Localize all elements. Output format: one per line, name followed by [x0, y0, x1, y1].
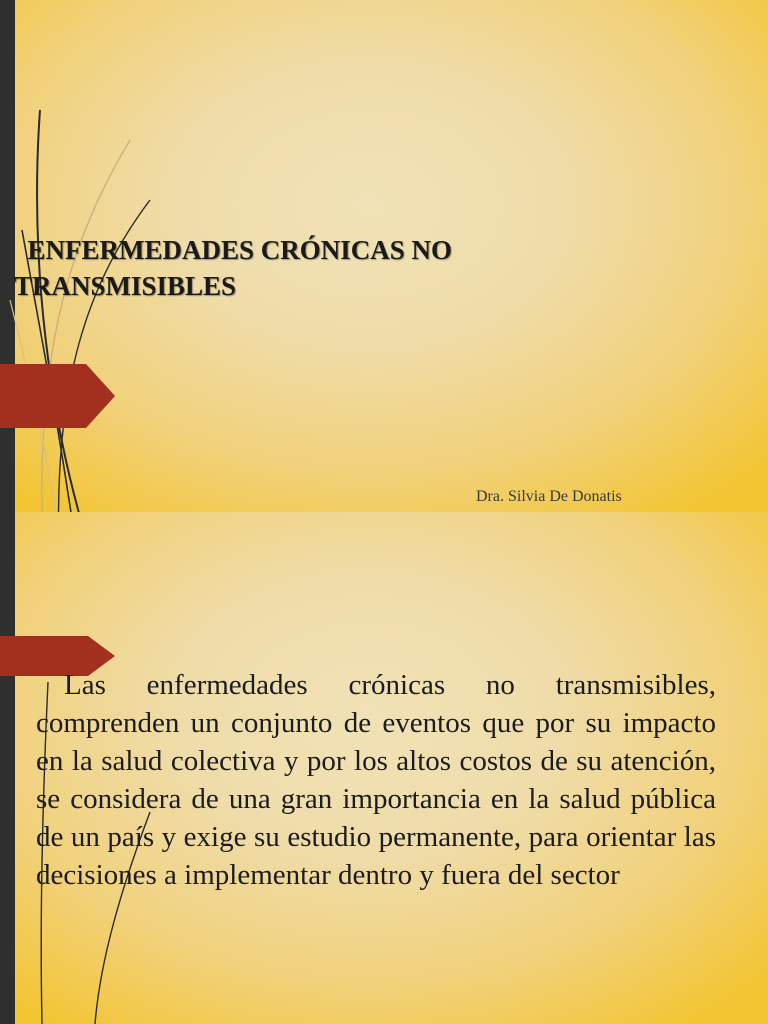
title-line-1: ENFERMEDADES CRÓNICAS NO: [14, 235, 453, 265]
author-name: Dra. Silvia De Donatis: [476, 488, 622, 505]
slide-title-text: [14, 232, 574, 304]
slide-content: [0, 512, 768, 1024]
body-paragraph: Las enfermedades crónicas no transmisibles, comprenden un conjunto de eventos que por su impacto en la salud colectiva y por los altos costos de su atención, se considera de una gran importancia en la salud pública de un país y exige su estudio permanente, para orientar las decisiones a implementar dentro y fuera del sector: [36, 669, 716, 891]
title-line-2: TRANSMISIBLES: [14, 271, 237, 301]
